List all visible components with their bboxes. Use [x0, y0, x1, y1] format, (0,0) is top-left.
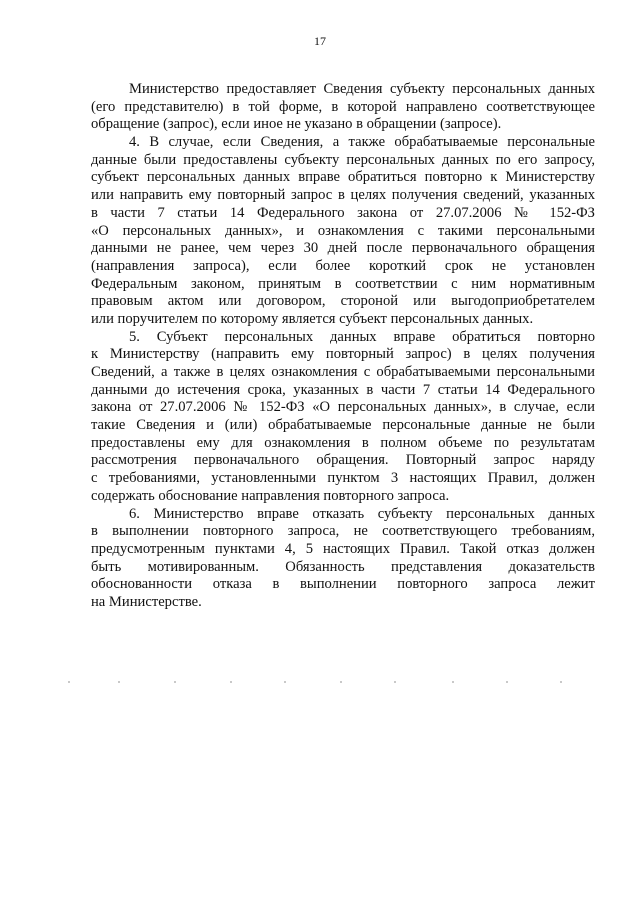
scan-speck: [284, 681, 286, 683]
page-number: 17: [314, 34, 326, 48]
scan-speck: [118, 681, 120, 683]
text-line: субъект персональных данных вправе обратиться повторно к Министерству: [91, 169, 595, 186]
text-line: содержать обоснование направления повторного запроса.: [91, 487, 450, 504]
text-line: к Министерству (направить ему повторный запрос) в целях получения: [91, 346, 595, 363]
text-line: Сведений, а также в целях ознакомления с обрабатываемыми персональными: [91, 364, 595, 380]
text-line: Министерство предоставляет Сведения субъекту персональных данных: [129, 81, 595, 97]
text-line: быть мотивированным. Обязанность представления доказательств: [91, 558, 595, 575]
text-line: данными до истечения срока, указанных в части 7 статьи 14 Федерального: [91, 381, 595, 398]
scan-speck: [560, 681, 562, 683]
scan-speck: [68, 681, 70, 683]
paragraph-item-5: [91, 329, 595, 506]
text-line: или направить ему повторный запрос в целях получения сведений, указанных: [91, 187, 595, 204]
text-line: 6. Министерство вправе отказать субъекту персональных данных: [129, 505, 595, 522]
scan-speck: [394, 681, 396, 683]
scan-speck: [174, 681, 176, 683]
scan-speck: [452, 681, 454, 683]
text-line: или поручителем по которому является субъект персональных данных.: [91, 310, 534, 327]
text-line: (его представителю) в той форме, в которой направлено соответствующее: [91, 98, 595, 115]
paragraph-item-4: [91, 134, 595, 329]
text-line: 4. В случае, если Сведения, а также обрабатываемые персональные: [129, 134, 595, 151]
scan-speck: [506, 681, 508, 683]
text-line: рассмотрения первоначального обращения. Повторный запрос наряду: [91, 452, 595, 469]
scan-speck: [230, 681, 232, 683]
text-line: данными не ранее, чем через 30 дней после первоначального обращения: [91, 240, 595, 257]
text-line: 5. Субъект персональных данных вправе обратиться повторно: [129, 328, 595, 345]
text-line: закона от 27.07.2006 № 152-ФЗ «О персональных данных», в случае, если: [91, 399, 595, 416]
text-line: Федеральным законом, принятым в соответствии с ним нормативным: [91, 275, 595, 292]
paragraph-item-6: [91, 506, 595, 612]
document-body: [91, 81, 595, 612]
text-line: «О персональных данных», и ознакомления с такими персональными: [91, 222, 595, 239]
scan-artifacts: [64, 681, 584, 685]
text-line: обоснованности отказа в выполнении повторного запроса лежит: [91, 576, 595, 593]
text-line: в выполнении повторного запроса, не соответствующего требованиям,: [91, 523, 595, 540]
text-line: предусмотренным пунктами 4, 5 настоящих Правил. Такой отказ должен: [91, 540, 595, 557]
paragraph-ministry-provides: [91, 81, 595, 134]
text-line: данные были предоставлены субъекту персональных данных по его запросу,: [91, 151, 595, 168]
text-line: (направления запроса), если более короткий срок не установлен: [91, 257, 595, 274]
scan-speck: [340, 681, 342, 683]
text-line: предоставлены ему для ознакомления в полном объеме по результатам: [91, 434, 595, 451]
text-line: на Министерстве.: [91, 593, 202, 610]
text-line: такие Сведения и (или) обрабатываемые персональные данные не были: [91, 417, 595, 434]
text-line: правовым актом или договором, стороной или выгодоприобретателем: [91, 293, 595, 310]
text-line: обращение (запрос), если иное не указано в обращении (запросе).: [91, 116, 502, 133]
text-line: в части 7 статьи 14 Федерального закона от 27.07.2006 № 152-ФЗ: [91, 204, 595, 221]
text-line: с требованиями, установленными пунктом 3 настоящих Правил, должен: [91, 470, 595, 487]
